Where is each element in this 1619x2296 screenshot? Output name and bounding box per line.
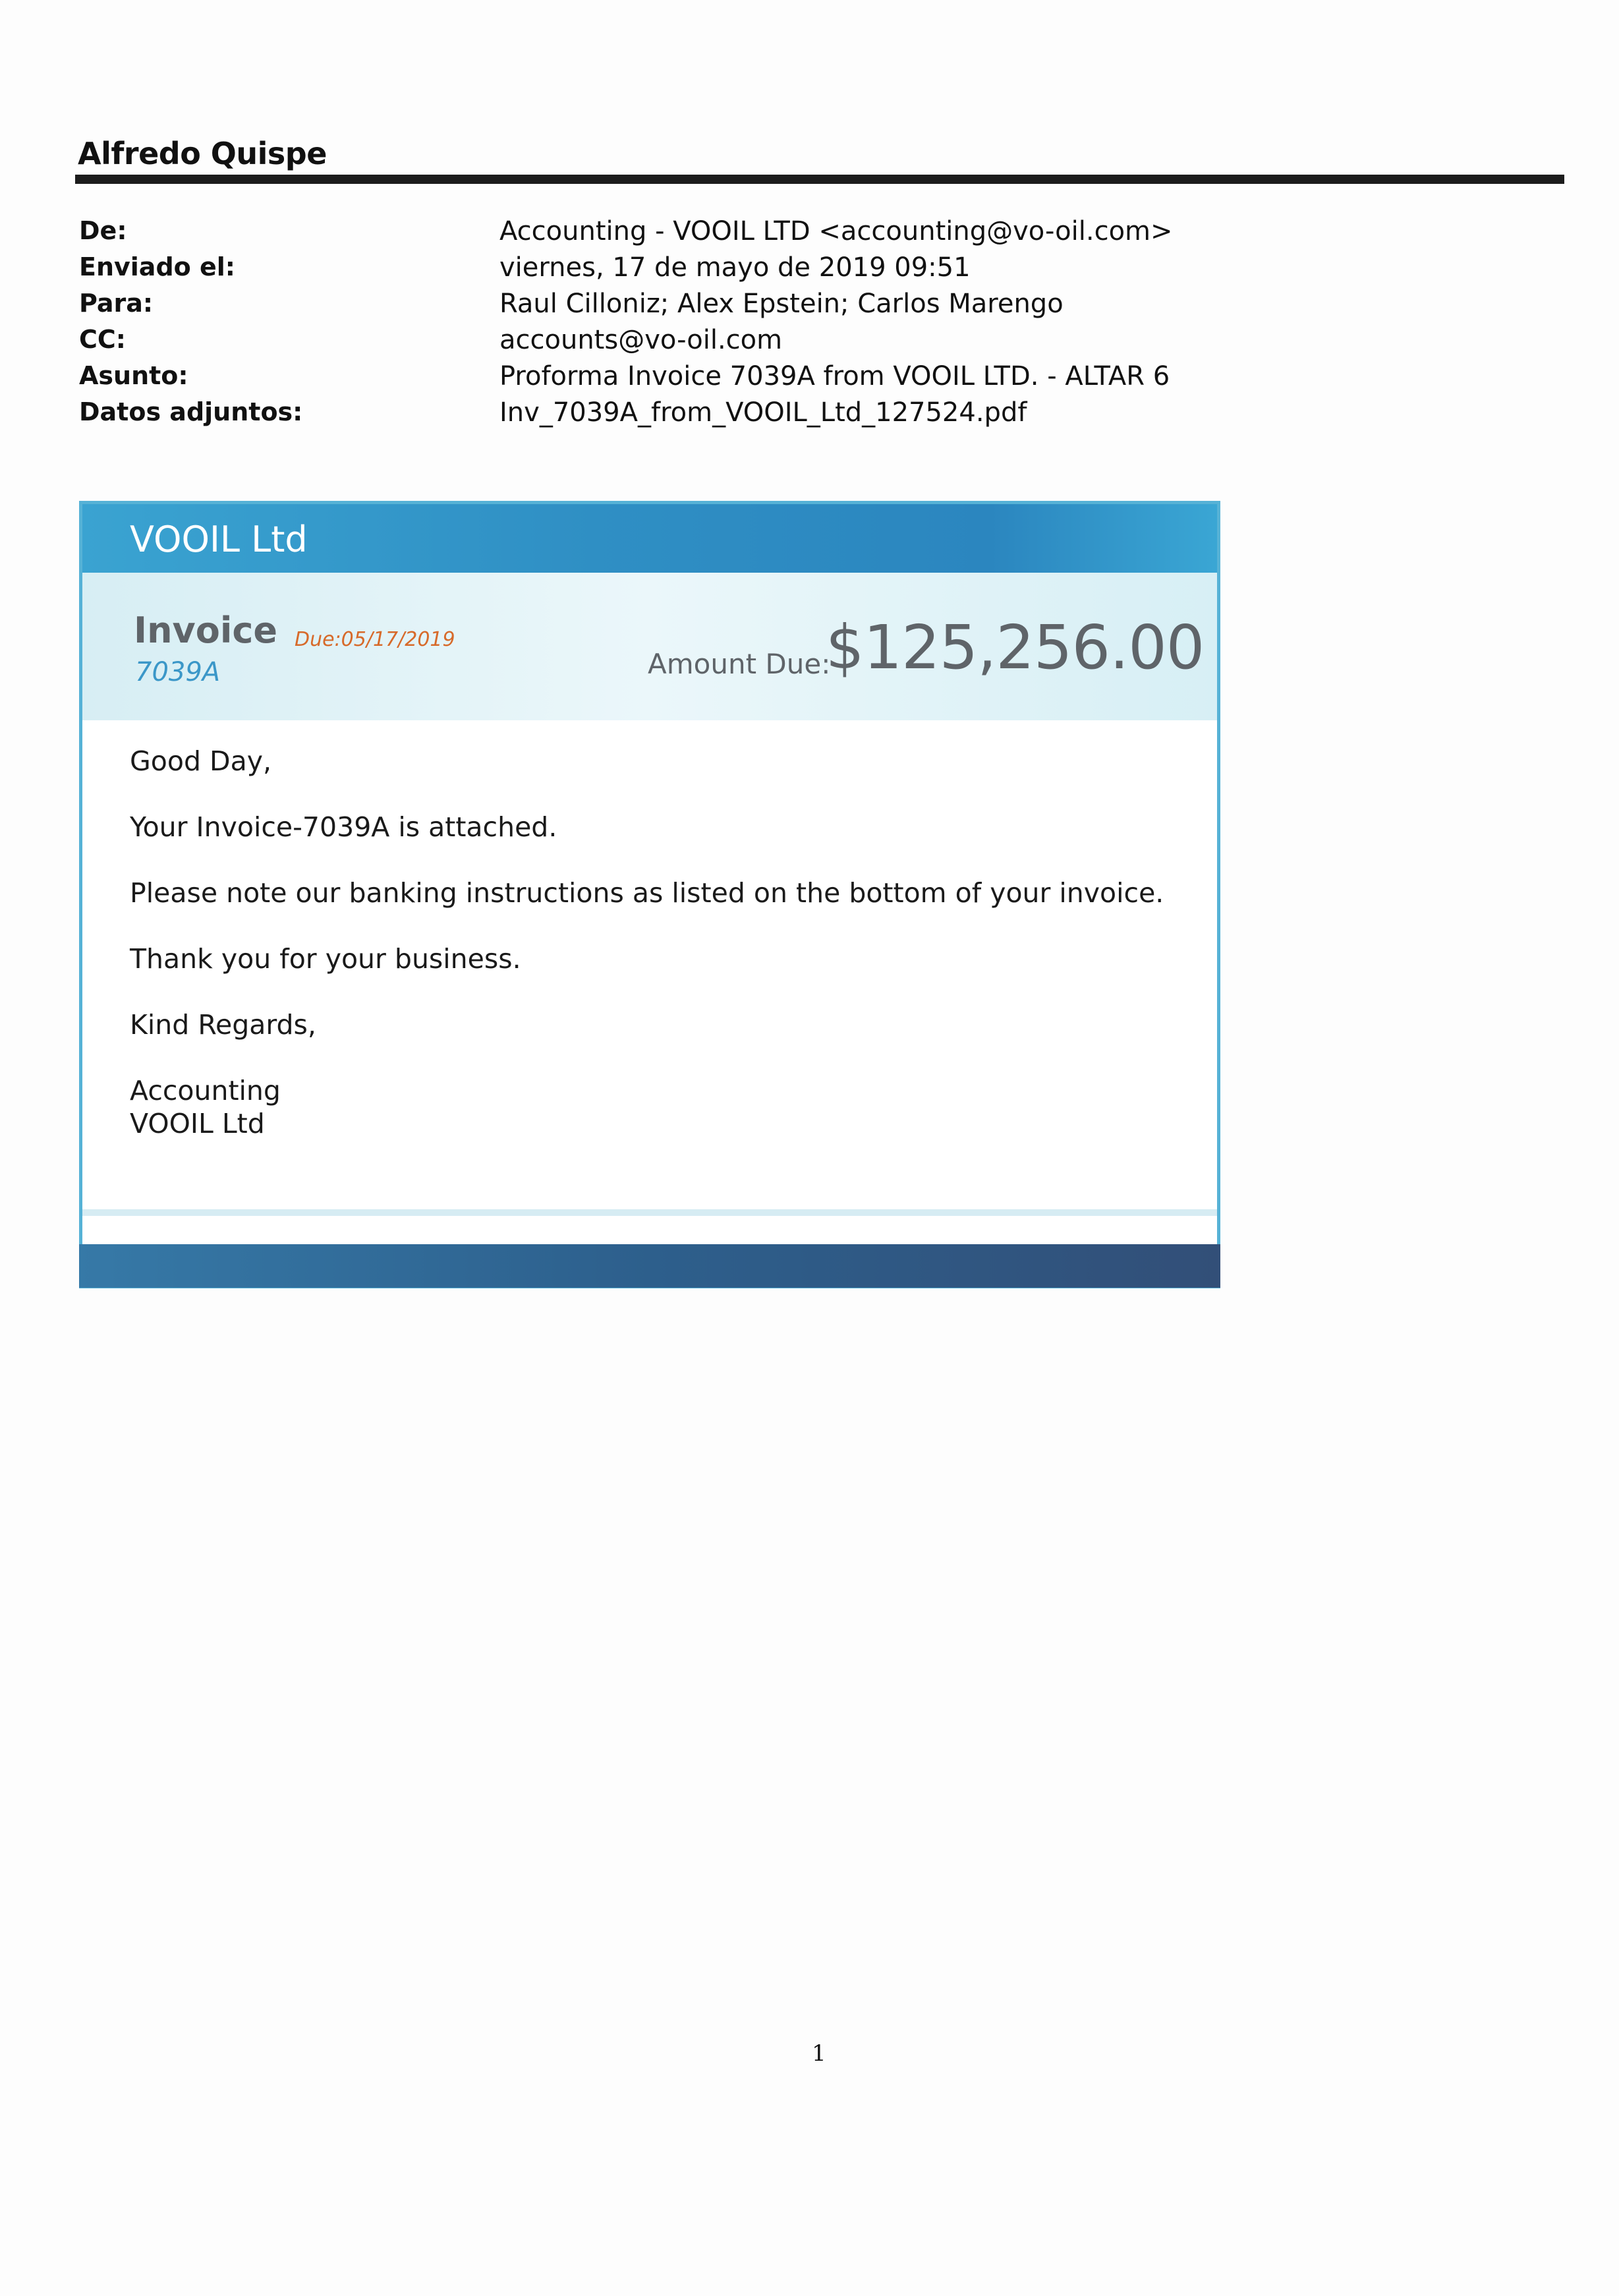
header-value-sent: viernes, 17 de mayo de 2019 09:51 (499, 252, 971, 283)
header-row-attachments (0, 397, 1619, 434)
header-value-attachments: Inv_7039A_from_VOOIL_Ltd_127524.pdf (499, 397, 1027, 428)
invoice-card-footer (79, 1244, 1220, 1288)
signature-line-2: VOOIL Ltd (130, 1108, 265, 1139)
header-row-to (0, 289, 1619, 325)
message-greeting: Good Day, (130, 745, 271, 777)
header-label-subject: Asunto: (79, 361, 188, 390)
header-value-from: Accounting - VOOIL LTD <accounting@vo-oil.com> (499, 216, 1173, 246)
header-value-subject: Proforma Invoice 7039A from VOOIL LTD. - ALTAR 6 (499, 361, 1170, 391)
invoice-due-date: Due:05/17/2019 (295, 628, 455, 651)
invoice-summary-band (82, 573, 1217, 720)
header-row-subject (0, 361, 1619, 397)
header-label-sent: Enviado el: (79, 252, 235, 281)
brand-name: VOOIL Ltd (130, 519, 308, 560)
owner-rule (75, 175, 1564, 184)
header-row-from (0, 216, 1619, 252)
owner-name: Alfredo Quispe (78, 136, 327, 171)
header-value-to: Raul Cilloniz; Alex Epstein; Carlos Marengo (499, 289, 1064, 319)
invoice-card-header (82, 504, 1217, 573)
invoice-card-separator (82, 1209, 1217, 1216)
message-closing: Kind Regards, (130, 1009, 316, 1041)
amount-due-value: $125,256.00 (826, 612, 1205, 683)
message-line-thanks: Thank you for your business. (130, 943, 521, 975)
message-line-banking: Please note our banking instructions as listed on the bottom of your invoice. (130, 877, 1164, 909)
invoice-number: 7039A (135, 657, 221, 687)
invoice-title: Invoice (134, 610, 277, 651)
header-label-attachments: Datos adjuntos: (79, 397, 303, 426)
message-line-attached: Your Invoice-7039A is attached. (130, 811, 557, 843)
header-row-cc (0, 325, 1619, 361)
amount-due-label: Amount Due: (648, 648, 831, 680)
header-value-cc: accounts@vo-oil.com (499, 325, 783, 355)
header-label-cc: CC: (79, 325, 126, 354)
header-row-sent (0, 252, 1619, 289)
page-number: 1 (812, 2040, 826, 2067)
header-label-to: Para: (79, 289, 154, 318)
signature-line-1: Accounting (130, 1075, 281, 1106)
header-label-from: De: (79, 216, 127, 245)
invoice-card (79, 501, 1220, 1288)
